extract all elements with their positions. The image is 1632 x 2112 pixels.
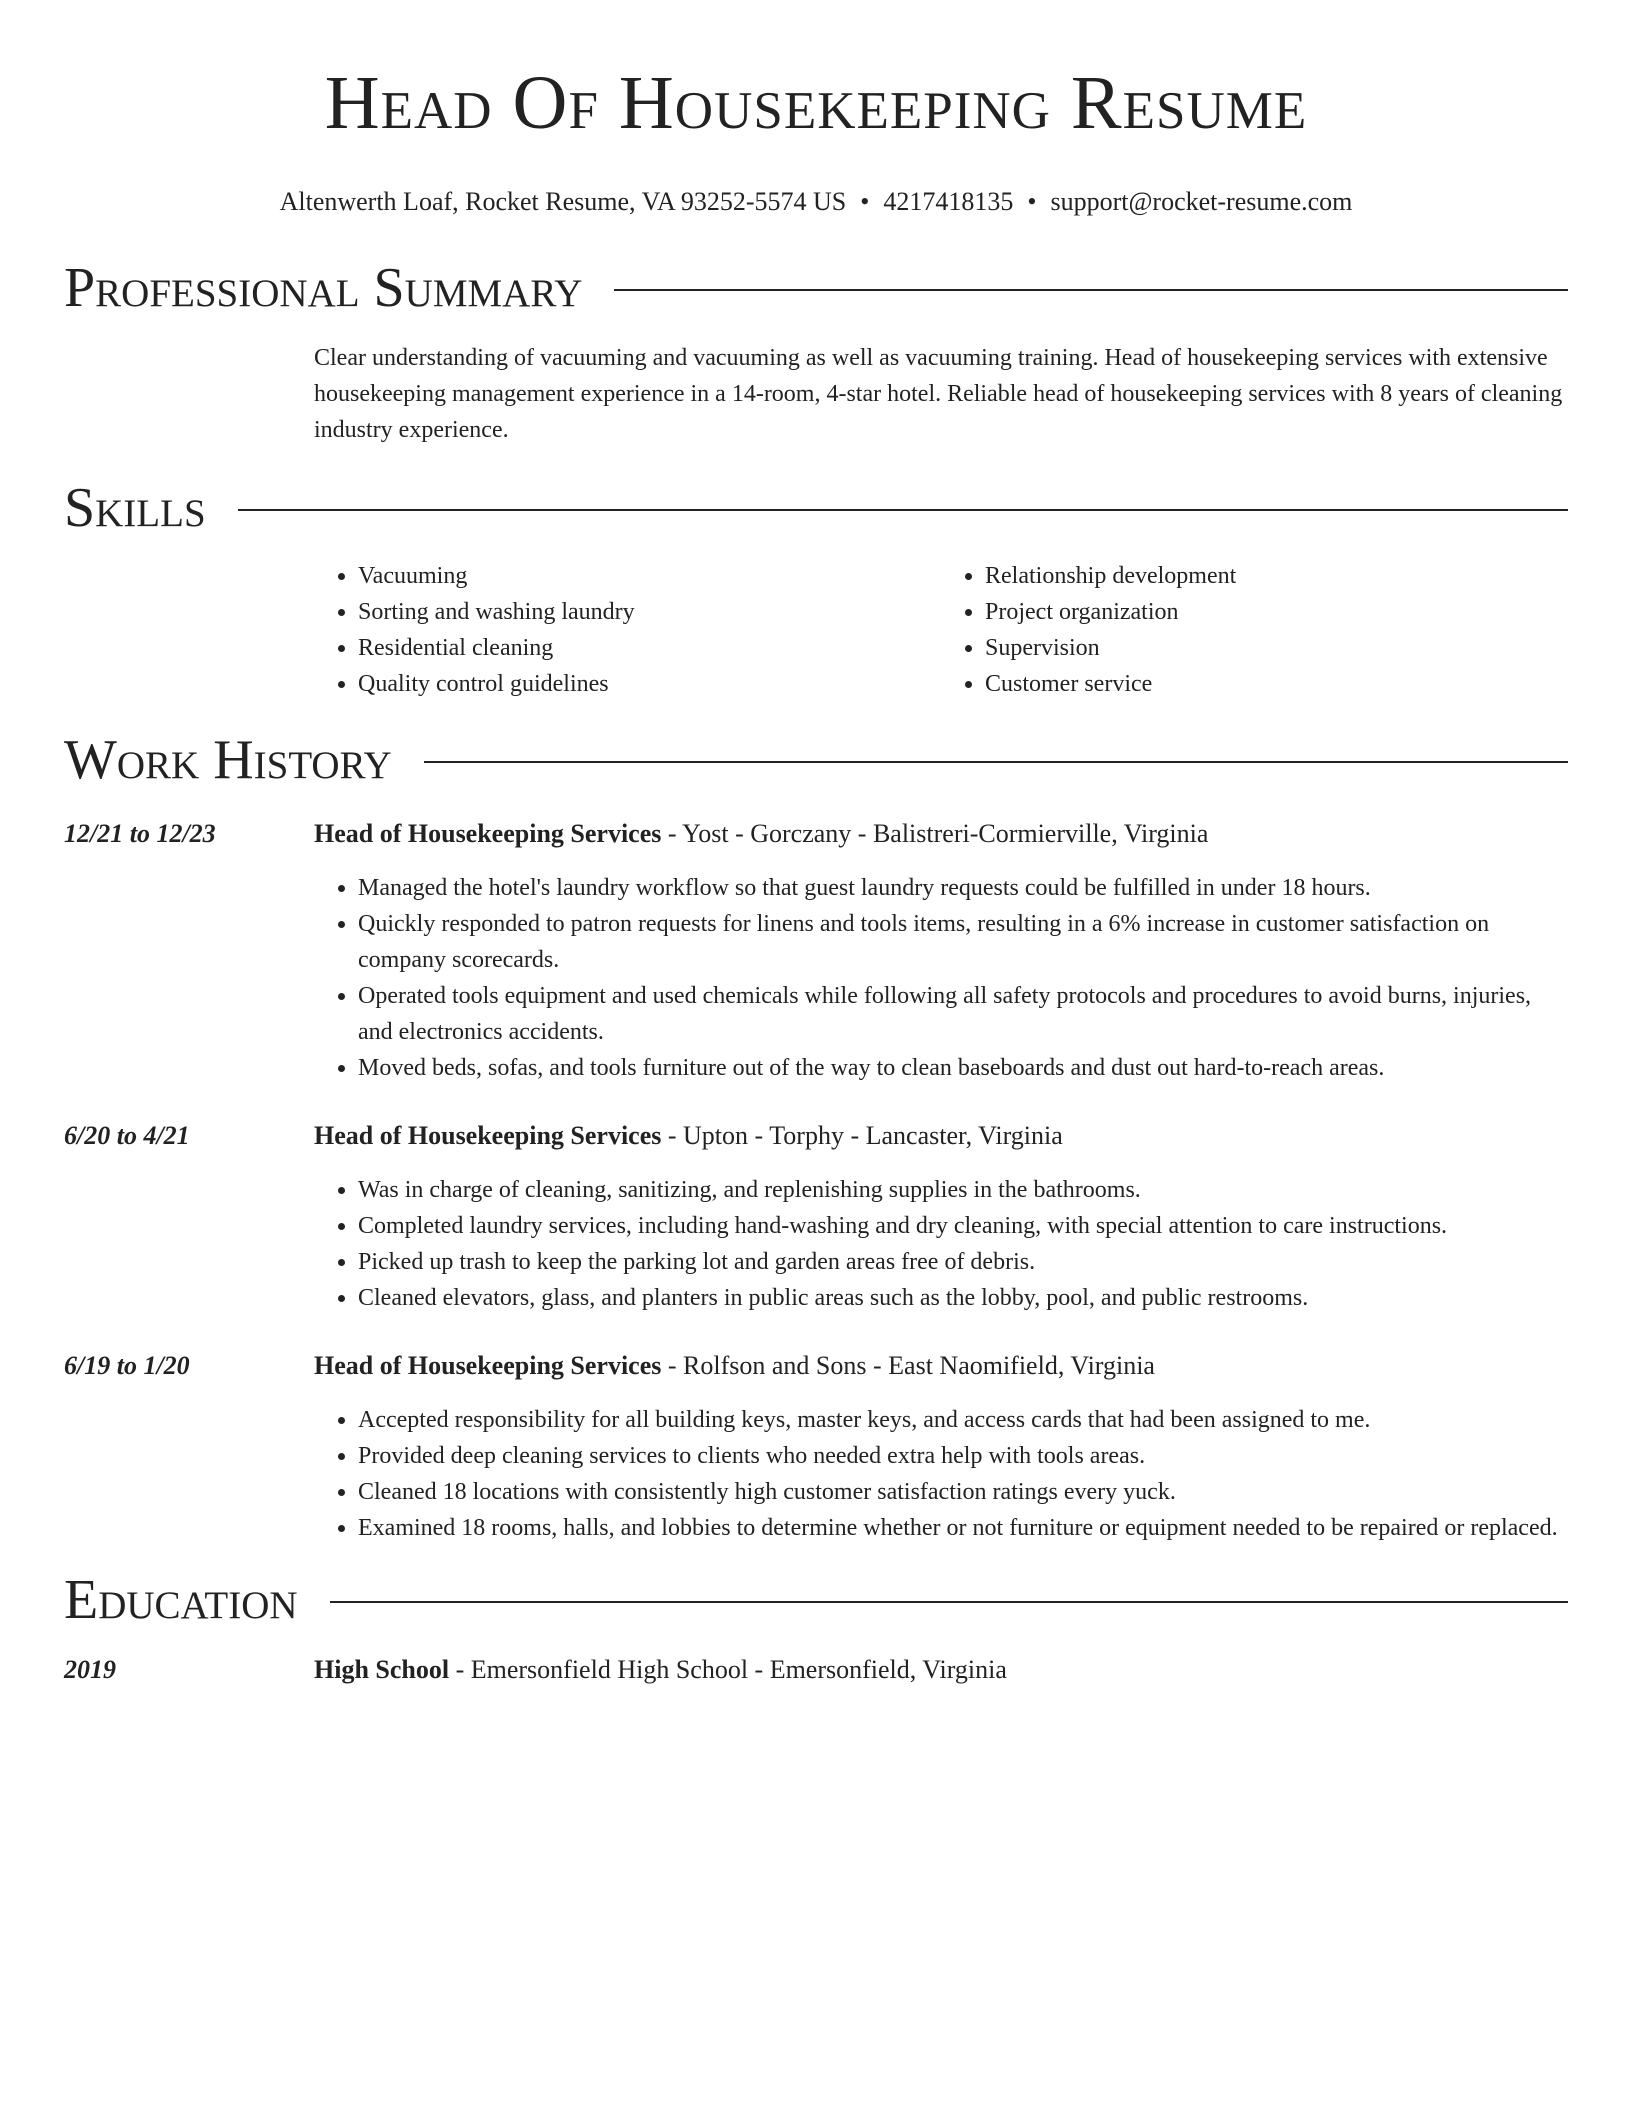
job-bullet: • Examined 18 rooms, halls, and lobbies to determine whether or not furniture or equipment needed to be repaired or replaced. xyxy=(358,1510,1568,1546)
skills-section-header xyxy=(64,476,1568,540)
job-bullet: • Managed the hotel's laundry workflow so that guest laundry requests could be fulfilled in under 18 hours. xyxy=(358,870,1568,906)
education-year: 2019 xyxy=(64,1655,116,1684)
education-degree: High School xyxy=(314,1655,450,1684)
job-header xyxy=(314,816,1568,852)
skill-item: • Relationship development xyxy=(985,558,1568,594)
job-bullet: • Moved beds, sofas, and tools furniture out of the way to clean baseboards and dust out hard-to-reach areas. xyxy=(358,1050,1568,1086)
contact-email: support@rocket-resume.com xyxy=(1050,187,1353,216)
skill-item: • Quality control guidelines xyxy=(358,666,941,702)
job-bullet: • Was in charge of cleaning, sanitizing, and replenishing supplies in the bathrooms. xyxy=(358,1172,1568,1208)
job-details: - Yost - Gorczany - Balistreri-Cormierville, Virginia xyxy=(661,819,1209,848)
contact-phone: 4217418135 xyxy=(883,187,1014,216)
skill-item: • Supervision xyxy=(985,630,1568,666)
section-divider xyxy=(330,1601,1568,1603)
job-entry xyxy=(64,1118,1568,1316)
education-heading: Education xyxy=(64,1569,298,1631)
contact-separator: • xyxy=(860,187,870,216)
job-bullet: • Picked up trash to keep the parking lot and garden areas free of debris. xyxy=(358,1244,1568,1280)
skills-column-right xyxy=(941,558,1568,702)
job-entry xyxy=(64,816,1568,1086)
job-dates: 12/21 to 12/23 xyxy=(64,819,216,848)
job-bullets xyxy=(314,1172,1568,1316)
summary-section-header xyxy=(64,256,1568,320)
education-section-header xyxy=(64,1568,1568,1632)
job-dates: 6/20 to 4/21 xyxy=(64,1121,190,1150)
skill-item: • Project organization xyxy=(985,594,1568,630)
skills-list xyxy=(314,558,1568,702)
summary-heading: Professional Summary xyxy=(64,257,583,319)
job-header xyxy=(314,1348,1568,1384)
job-details: - Upton - Torphy - Lancaster, Virginia xyxy=(661,1121,1063,1150)
job-details: - Rolfson and Sons - East Naomifield, Virginia xyxy=(661,1351,1155,1380)
job-bullets xyxy=(314,1402,1568,1546)
skills-heading: Skills xyxy=(64,477,206,539)
skill-item: • Customer service xyxy=(985,666,1568,702)
education-entry xyxy=(64,1652,1568,1688)
job-bullets xyxy=(314,870,1568,1086)
job-bullet: • Provided deep cleaning services to clients who needed extra help with tools areas. xyxy=(358,1438,1568,1474)
education-header xyxy=(314,1652,1568,1688)
job-bullet: • Quickly responded to patron requests for linens and tools items, resulting in a 6% increase in customer satisfaction on company scorecards. xyxy=(358,906,1568,978)
job-bullet: • Cleaned 18 locations with consistently high customer satisfaction ratings every yuck. xyxy=(358,1474,1568,1510)
contact-separator: • xyxy=(1027,187,1037,216)
job-header xyxy=(314,1118,1568,1154)
job-dates: 6/19 to 1/20 xyxy=(64,1351,190,1380)
skills-column-left xyxy=(314,558,941,702)
job-title: Head of Housekeeping Services xyxy=(314,1351,662,1380)
section-divider xyxy=(614,289,1568,291)
summary-text: Clear understanding of vacuuming and vacuuming as well as vacuuming training. Head of housekeeping services with extensive housekeeping management experience in a 14-room, 4-star hotel. Reliable head of housekeeping services with 8 years of cleaning industry experience. xyxy=(314,345,1563,443)
job-bullet: • Cleaned elevators, glass, and planters in public areas such as the lobby, pool, and public restrooms. xyxy=(358,1280,1568,1316)
contact-line xyxy=(64,186,1568,218)
education-details: - Emersonfield High School - Emersonfield, Virginia xyxy=(449,1655,1007,1684)
job-bullet: • Operated tools equipment and used chemicals while following all safety protocols and procedures to avoid burns, injuries, and electronics accidents. xyxy=(358,978,1568,1050)
resume-title: Head Of Housekeeping Resume xyxy=(324,61,1308,145)
work-section-header xyxy=(64,728,1568,792)
skill-item: • Sorting and washing laundry xyxy=(358,594,941,630)
job-entry xyxy=(64,1348,1568,1546)
job-title: Head of Housekeeping Services xyxy=(314,819,662,848)
job-title: Head of Housekeeping Services xyxy=(314,1121,662,1150)
skill-item: • Residential cleaning xyxy=(358,630,941,666)
job-bullet: • Accepted responsibility for all building keys, master keys, and access cards that had been assigned to me. xyxy=(358,1402,1568,1438)
section-divider xyxy=(424,761,1568,763)
section-divider xyxy=(238,509,1568,511)
work-heading: Work History xyxy=(64,729,392,791)
job-bullet: • Completed laundry services, including hand-washing and dry cleaning, with special attention to care instructions. xyxy=(358,1208,1568,1244)
skill-item: • Vacuuming xyxy=(358,558,941,594)
contact-address: Altenwerth Loaf, Rocket Resume, VA 93252-5574 US xyxy=(279,187,847,216)
